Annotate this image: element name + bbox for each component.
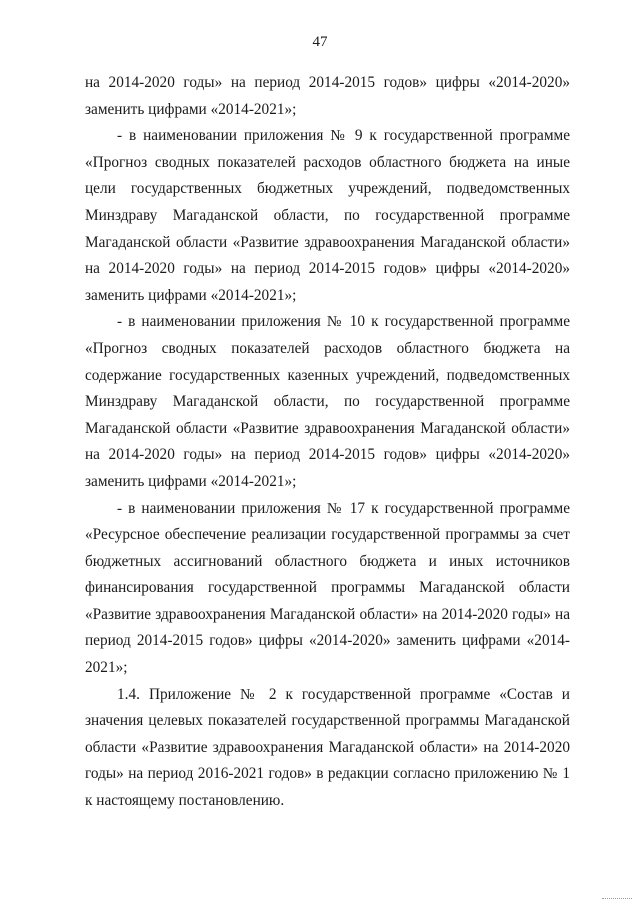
paragraph-appendix-17: - в наименовании приложения № 17 к государственной программе «Ресурсное обеспечение реализации государственной программы за счет бюджетных ассигнований областного бюджета и иных источников финансирования государственной программы Магаданской области «Развитие здравоохранения Магаданской области» на 2014-2020 годы» на период 2014-2015 годов» цифры «2014-2020» заменить цифрами «2014-2021»; [85, 499, 570, 677]
paragraph-continuation: на 2014-2020 годы» на период 2014-2015 годов» цифры «2014-2020» заменить цифрами «2014-2021»; [85, 74, 570, 118]
scan-mark [602, 898, 632, 899]
paragraph-appendix-9: - в наименовании приложения № 9 к государственной программе «Прогноз сводных показателей расходов областного бюджета на иные цели государственных бюджетных учреждений, подведомственных Минздраву Магаданской области, по государственной программе Магаданской области «Развитие здравоохранения Магаданской области» на 2014-2020 годы» на период 2014-2015 годов» цифры «2014-2020» заменить цифрами «2014-2021»; [85, 127, 570, 304]
paragraph-appendix-10: - в наименовании приложения № 10 к государственной программе «Прогноз сводных показателей расходов областного бюджета на содержание государственных казенных учреждений, подведомственных Минздраву Магаданской области, по государственной программе Магаданской области «Развитие здравоохранения Магаданской области» на 2014-2020 годы» на период 2014-2015 годов» цифры «2014-2020» заменить цифрами «2014-2021»; [85, 313, 570, 490]
document-body [85, 70, 570, 815]
paragraph-item-1-4: 1.4. Приложение № 2 к государственной программе «Состав и значения целевых показателей государственной программы Магаданской области «Развитие здравоохранения Магаданской области» на 2014-2020 годы» на период 2016-2021 годов» в редакции согласно приложению № 1 к настоящему постановлению. [85, 685, 570, 810]
page-number: 47 [312, 34, 328, 50]
